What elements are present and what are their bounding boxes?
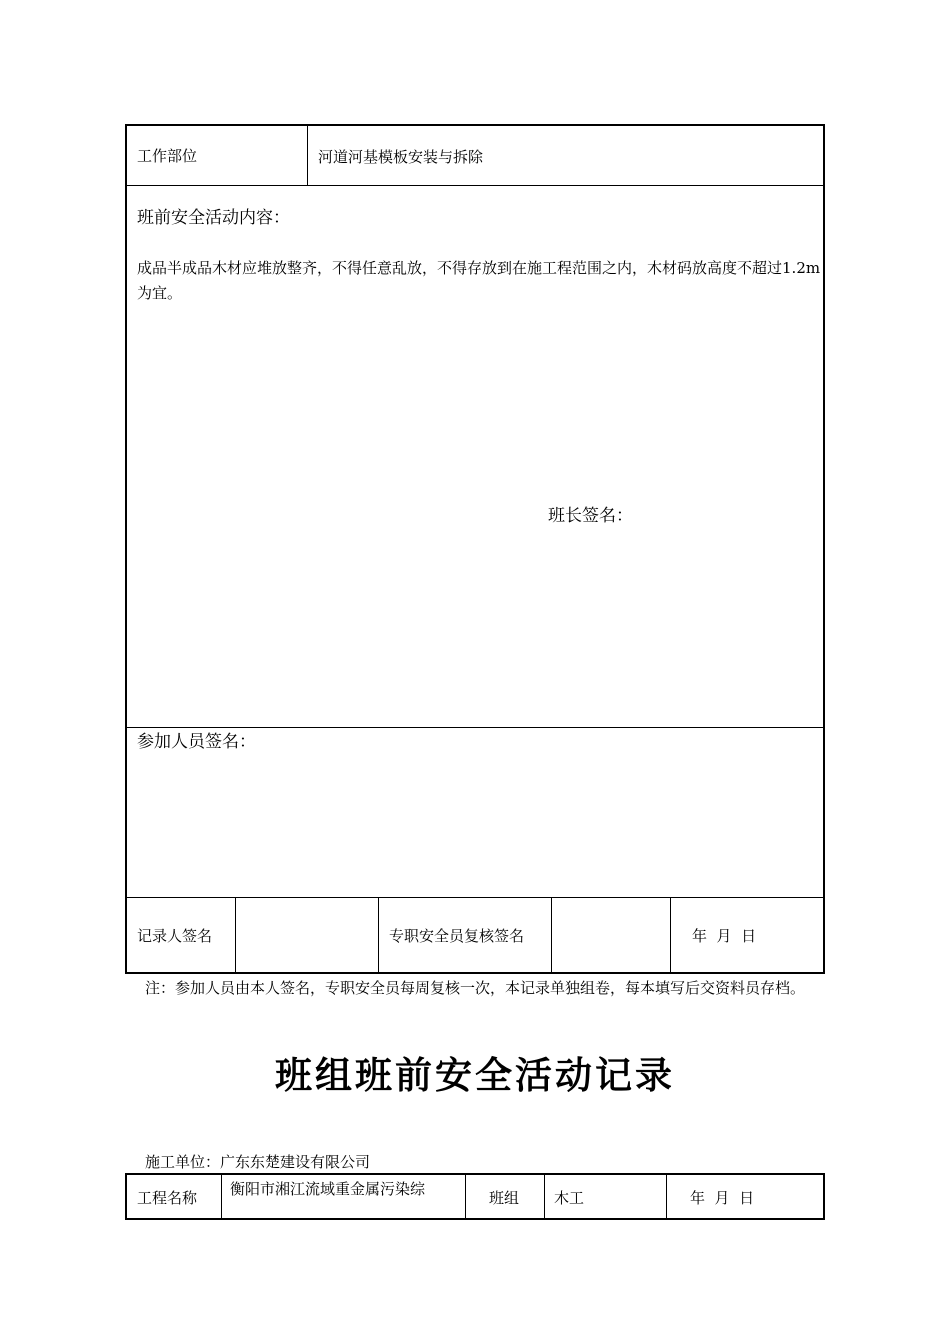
table-col-divider: [551, 897, 552, 974]
recorder-label: 记录人签名: [137, 927, 213, 945]
table-row-divider: [125, 897, 825, 898]
table-row-divider: [125, 185, 825, 186]
table-col-divider: [666, 1173, 667, 1220]
participants-label: 参加人员签名：: [137, 732, 256, 752]
content-label: 班前安全活动内容：: [137, 208, 290, 228]
form2-date-label: 年 月 日: [690, 1189, 755, 1207]
team-value: 木工: [554, 1189, 585, 1207]
activity-record-table: [125, 124, 825, 974]
table-col-divider: [544, 1173, 545, 1220]
date-label: 年 月 日: [692, 927, 757, 945]
project-name-label: 工程名称: [137, 1189, 198, 1207]
safety-officer-label: 专职安全员复核签名: [389, 927, 525, 945]
table-row-divider: [125, 727, 825, 728]
team-label: 班组: [489, 1189, 520, 1207]
content-text: 成品半成品木材应堆放整齐，不得任意乱放，不得存放到在施工程范围之内，木材码放高度不超过1.2m为宜。: [137, 259, 821, 302]
project-name-value: 衡阳市湘江流域重金属污染综: [230, 1180, 426, 1198]
work-part-value: 河道河基模板安装与拆除: [318, 148, 484, 166]
table-col-divider: [221, 1173, 222, 1220]
leader-sign-label: 班长签名：: [548, 506, 633, 526]
work-part-label: 工作部位: [137, 147, 198, 165]
table-col-divider: [235, 897, 236, 974]
footnote: 注：参加人员由本人签名，专职安全员每周复核一次，本记录单独组卷，每本填写后交资料员存档。: [145, 979, 806, 997]
table-col-divider: [378, 897, 379, 974]
contractor-line: 施工单位：广东东楚建设有限公司: [145, 1153, 371, 1171]
table-col-divider: [465, 1173, 466, 1220]
table-col-divider: [670, 897, 671, 974]
page-title: 班组班前安全活动记录: [275, 1053, 675, 1097]
table-col-divider: [307, 124, 308, 185]
